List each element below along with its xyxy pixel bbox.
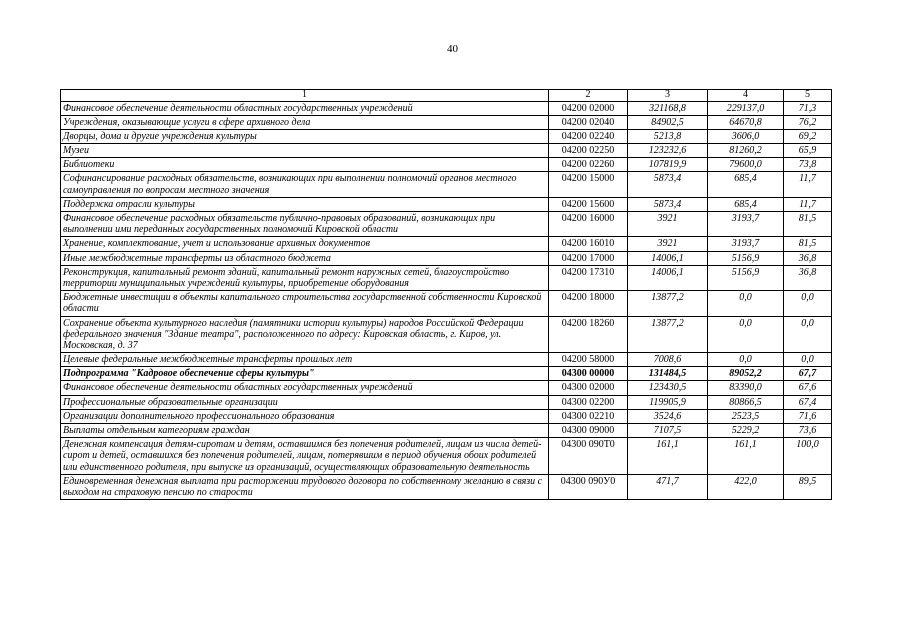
row-value-col3: 321168,8	[628, 101, 708, 115]
row-name-cell: Финансовое обеспечение расходных обязательств публично-правовых образований, возникающих при выполнении ими переданных государственных полномочий Кировской области	[61, 212, 549, 237]
column-header: 4	[708, 90, 784, 102]
row-name-cell: Организации дополнительного профессионального образования	[61, 409, 549, 423]
table-row	[61, 353, 832, 367]
row-value-col4: 0,0	[708, 353, 784, 367]
row-value-col5: 11,7	[784, 197, 832, 211]
row-value-col4: 0,0	[708, 291, 784, 316]
row-value-col3: 5873,4	[628, 172, 708, 197]
row-value-col5: 36,8	[784, 265, 832, 290]
row-value-col5: 0,0	[784, 291, 832, 316]
row-value-col4: 685,4	[708, 172, 784, 197]
row-value-col5: 100,0	[784, 438, 832, 475]
row-name-cell: Дворцы, дома и другие учреждения культуры	[61, 129, 549, 143]
table-row	[61, 367, 832, 381]
row-name-cell: Финансовое обеспечение деятельности областных государственных учреждений	[61, 101, 549, 115]
row-value-col4: 161,1	[708, 438, 784, 475]
row-code-cell: 04200 02250	[549, 144, 628, 158]
row-value-col5: 67,7	[784, 367, 832, 381]
row-value-col4: 422,0	[708, 474, 784, 499]
row-code-cell: 04300 02000	[549, 381, 628, 395]
row-value-col3: 119905,9	[628, 395, 708, 409]
row-code-cell: 04300 02210	[549, 409, 628, 423]
row-value-col5: 0,0	[784, 316, 832, 353]
row-name-cell: Софинансирование расходных обязательств, возникающих при выполнении полномочий органов местного самоуправления по вопросам местного значения	[61, 172, 549, 197]
row-code-cell: 04200 58000	[549, 353, 628, 367]
row-value-col3: 13877,2	[628, 316, 708, 353]
row-value-col5: 67,4	[784, 395, 832, 409]
row-code-cell: 04300 090У0	[549, 474, 628, 499]
row-value-col5: 71,3	[784, 101, 832, 115]
row-code-cell: 04300 02200	[549, 395, 628, 409]
table-row	[61, 438, 832, 475]
row-code-cell: 04200 02040	[549, 115, 628, 129]
row-value-col5: 76,2	[784, 115, 832, 129]
row-value-col5: 11,7	[784, 172, 832, 197]
row-code-cell: 04200 02260	[549, 158, 628, 172]
table-row	[61, 115, 832, 129]
row-value-col3: 3524,6	[628, 409, 708, 423]
row-value-col5: 73,8	[784, 158, 832, 172]
row-value-col3: 84902,5	[628, 115, 708, 129]
table-row	[61, 265, 832, 290]
row-name-cell: Реконструкция, капитальный ремонт зданий, капитальный ремонт наружных сетей, благоустройство территории муниципальных учреждений культуры, приобретение оборудования	[61, 265, 549, 290]
table-row	[61, 237, 832, 251]
row-value-col3: 13877,2	[628, 291, 708, 316]
row-value-col5: 81,5	[784, 212, 832, 237]
row-name-cell: Выплаты отдельным категориям граждан	[61, 424, 549, 438]
row-value-col3: 123430,5	[628, 381, 708, 395]
row-value-col5: 65,9	[784, 144, 832, 158]
row-value-col3: 107819,9	[628, 158, 708, 172]
page-number: 40	[447, 43, 458, 55]
table-row	[61, 144, 832, 158]
row-code-cell: 04200 18260	[549, 316, 628, 353]
row-name-cell: Единовременная денежная выплата при расторжении трудового договора по собственному желанию в связи с выходом на страховую пенсию по старости	[61, 474, 549, 499]
table-row	[61, 197, 832, 211]
row-value-col5: 81,5	[784, 237, 832, 251]
row-code-cell: 04200 17310	[549, 265, 628, 290]
row-value-col4: 3193,7	[708, 237, 784, 251]
table-row	[61, 172, 832, 197]
row-value-col3: 14006,1	[628, 265, 708, 290]
row-name-cell: Музеи	[61, 144, 549, 158]
row-value-col3: 3921	[628, 237, 708, 251]
row-value-col3: 7008,6	[628, 353, 708, 367]
row-value-col4: 5229,2	[708, 424, 784, 438]
row-value-col4: 89052,2	[708, 367, 784, 381]
row-value-col5: 69,2	[784, 129, 832, 143]
row-value-col3: 14006,1	[628, 251, 708, 265]
row-value-col4: 80866,5	[708, 395, 784, 409]
row-value-col4: 3606,0	[708, 129, 784, 143]
row-value-col5: 73,6	[784, 424, 832, 438]
row-value-col4: 0,0	[708, 316, 784, 353]
row-code-cell: 04300 00000	[549, 367, 628, 381]
row-code-cell: 04200 17000	[549, 251, 628, 265]
row-code-cell: 04300 090Т0	[549, 438, 628, 475]
row-value-col4: 685,4	[708, 197, 784, 211]
row-value-col3: 5213,8	[628, 129, 708, 143]
row-name-cell: Поддержка отрасли культуры	[61, 197, 549, 211]
row-name-cell: Целевые федеральные межбюджетные трансферты прошлых лет	[61, 353, 549, 367]
row-value-col3: 3921	[628, 212, 708, 237]
row-code-cell: 04200 16010	[549, 237, 628, 251]
column-header: 3	[628, 90, 708, 102]
row-name-cell: Профессиональные образовательные организации	[61, 395, 549, 409]
row-value-col4: 5156,9	[708, 265, 784, 290]
row-name-cell: Учреждения, оказывающие услуги в сфере архивного дела	[61, 115, 549, 129]
row-name-cell: Подпрограмма "Кадровое обеспечение сферы культуры"	[61, 367, 549, 381]
row-value-col4: 229137,0	[708, 101, 784, 115]
table-row	[61, 316, 832, 353]
row-code-cell: 04200 18000	[549, 291, 628, 316]
row-value-col3: 5873,4	[628, 197, 708, 211]
table-header-row	[61, 90, 832, 102]
row-name-cell: Сохранение объекта культурного наследия (памятники истории культуры) народов Российской Федерации федерального значения "Здание театра", расположенного по адресу: Кировская область, г. Киров, ул. Московская, д. 37	[61, 316, 549, 353]
row-value-col5: 36,8	[784, 251, 832, 265]
table-row	[61, 251, 832, 265]
row-name-cell: Иные межбюджетные трансферты из областного бюджета	[61, 251, 549, 265]
row-name-cell: Бюджетные инвестиции в объекты капитального строительства государственной собственности Кировской области	[61, 291, 549, 316]
table-row	[61, 129, 832, 143]
row-code-cell: 04200 02240	[549, 129, 628, 143]
table-row	[61, 409, 832, 423]
row-code-cell: 04200 15000	[549, 172, 628, 197]
row-value-col5: 0,0	[784, 353, 832, 367]
row-value-col4: 2523,5	[708, 409, 784, 423]
row-value-col4: 5156,9	[708, 251, 784, 265]
row-name-cell: Финансовое обеспечение деятельности областных государственных учреждений	[61, 381, 549, 395]
column-header: 5	[784, 90, 832, 102]
table-row	[61, 212, 832, 237]
table-row	[61, 158, 832, 172]
row-name-cell: Библиотеки	[61, 158, 549, 172]
table-row	[61, 381, 832, 395]
row-code-cell: 04200 16000	[549, 212, 628, 237]
column-header: 2	[549, 90, 628, 102]
row-name-cell: Денежная компенсация детям-сиротам и детям, оставшимся без попечения родителей, лицам из числа детей-сирот и детей, оставшихся без попечения родителей, лицам, потерявшим в период обучения обоих родителей или единственного родителя, при выпуске из организаций, осуществляющих образовательную деятельность	[61, 438, 549, 475]
row-value-col3: 161,1	[628, 438, 708, 475]
table-row	[61, 424, 832, 438]
column-header: 1	[61, 90, 549, 102]
row-value-col3: 7107,5	[628, 424, 708, 438]
row-value-col4: 83390,0	[708, 381, 784, 395]
table-row	[61, 395, 832, 409]
row-value-col5: 67,6	[784, 381, 832, 395]
row-value-col3: 131484,5	[628, 367, 708, 381]
row-value-col3: 471,7	[628, 474, 708, 499]
row-value-col4: 64670,8	[708, 115, 784, 129]
budget-table	[60, 89, 832, 500]
row-value-col4: 81260,2	[708, 144, 784, 158]
row-value-col4: 79600,0	[708, 158, 784, 172]
table-row	[61, 291, 832, 316]
row-name-cell: Хранение, комплектование, учет и использование архивных документов	[61, 237, 549, 251]
row-code-cell: 04200 15600	[549, 197, 628, 211]
row-code-cell: 04300 09000	[549, 424, 628, 438]
row-value-col4: 3193,7	[708, 212, 784, 237]
row-value-col5: 71,6	[784, 409, 832, 423]
row-code-cell: 04200 02000	[549, 101, 628, 115]
table-row	[61, 474, 832, 499]
row-value-col3: 123232,6	[628, 144, 708, 158]
row-value-col5: 89,5	[784, 474, 832, 499]
table-row	[61, 101, 832, 115]
